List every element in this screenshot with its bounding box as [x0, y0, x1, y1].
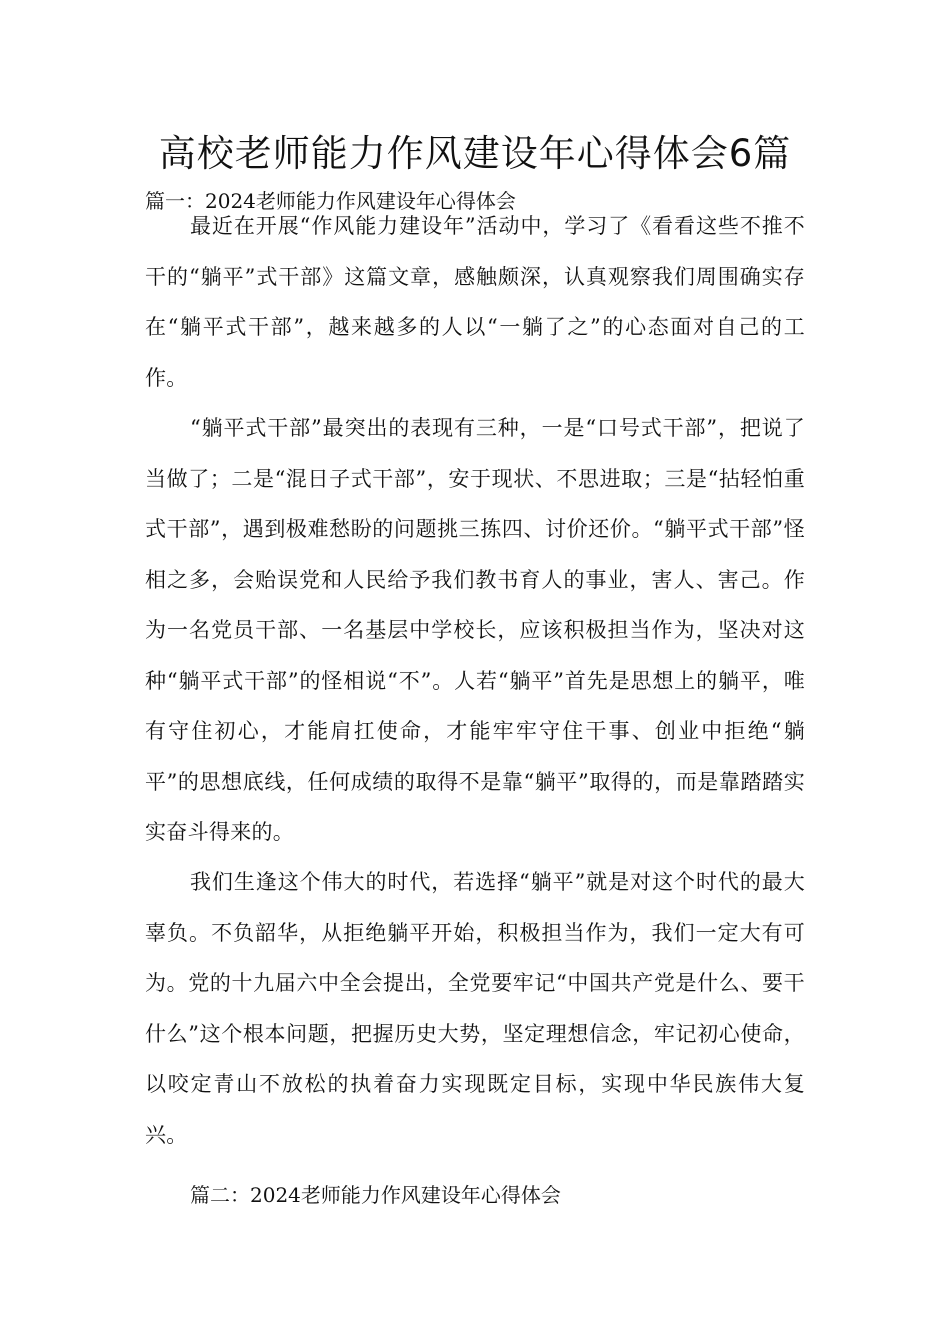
paragraph-1: 最近在开展“作风能力建设年”活动中，学习了《看看这些不推不干的“躺平”式干部》这篇文章，感触颇深，认真观察我们周围确实存在“躺平式干部”，越来越多的人以“一躺了之”的心态面对自己的工作。 [145, 214, 805, 390]
paragraph-2: “躺平式干部”最突出的表现有三种，一是“口号式干部”，把说了当做了；二是“混日子式干部”，安于现状、不思进取；三是“拈轻怕重式干部”，遇到极难愁盼的问题挑三拣四、讨价还价。“躺平式干部”怪相之多，会贻误党和人民给予我们教书育人的事业，害人、害己。作为一名党员干部、一名基层中学校长，应该积极担当作为，坚决对这种“躺平式干部”的怪相说“不”。人若“躺平”首先是思想上的躺平，唯有守住初心，才能肩扛使命，才能牢牢守住干事、创业中拒绝“躺平”的思想底线，任何成绩的取得不是靠“躺平”取得的，而是靠踏踏实实奋斗得来的。 [145, 416, 805, 844]
section-heading-1: 篇一：2024老师能力作风建设年心得体会 [145, 189, 516, 213]
document-title: 高校老师能力作风建设年心得体会6篇 [158, 132, 792, 175]
section-heading-2: 篇二：2024老师能力作风建设年心得体会 [190, 1183, 561, 1207]
paragraph-3: 我们生逢这个伟大的时代，若选择“躺平”就是对这个时代的最大辜负。不负韶华，从拒绝躺平开始，积极担当作为，我们一定大有可为。党的十九届六中全会提出，全党要牢记“中国共产党是什么、要干什么”这个根本问题，把握历史大势，坚定理想信念，牢记初心使命，以咬定青山不放松的执着奋力实现既定目标，实现中华民族伟大复兴。 [145, 870, 805, 1147]
